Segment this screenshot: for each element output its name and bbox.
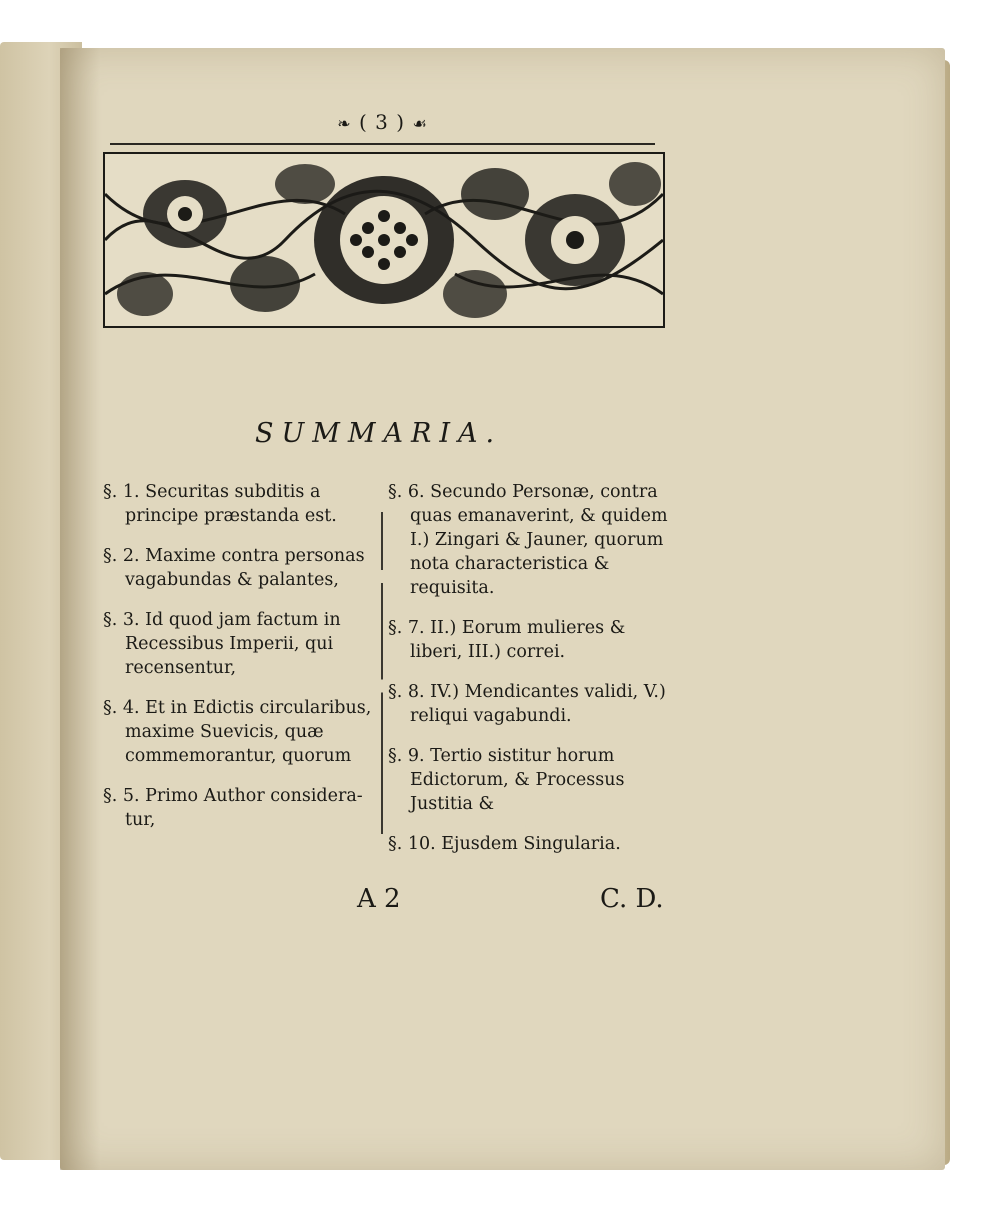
summary-entry: §. 10. Ejusdem Singularia.	[388, 834, 621, 854]
header-ornament-right-icon: ☙	[412, 114, 428, 133]
page-number-header	[110, 110, 655, 134]
summary-entry: §. 8. IV.) Mendicantes validi, V.) reliqui vagabundi.	[388, 682, 666, 726]
summary-column-left	[103, 480, 378, 848]
summary-entry: §. 1. Securitas subditis a principe præstanda est.	[103, 482, 337, 526]
summary-entry: §. 4. Et in Edictis circularibus, maxime Suevicis, quæ commemorantur, quorum	[103, 698, 372, 766]
summary-entry: §. 9. Tertio sistitur horum Edictorum, & Processus Justitia &	[388, 746, 625, 814]
signature-mark: A 2	[357, 884, 401, 914]
summary-entry: §. 5. Primo Author considera-tur,	[103, 786, 363, 830]
summary-entry: §. 2. Maxime contra personas vagabundas & palantes,	[103, 546, 365, 590]
summary-entry: §. 6. Secundo Personæ, contra quas emanaverint, & quidem I.) Zingari & Jauner, quorum nota characteristica & requisita.	[388, 482, 668, 598]
floral-headpiece-icon	[103, 152, 665, 328]
header-ornament-left-icon: ❧	[337, 114, 352, 133]
summary-entry: §. 7. II.) Eorum mulieres & liberi, III.) correi.	[388, 618, 626, 662]
page-number: ( 3 )	[359, 110, 406, 134]
summary-entry: §. 3. Id quod jam factum in Recessibus Imperii, qui recensentur,	[103, 610, 341, 678]
section-title: SUMMARIA.	[255, 418, 503, 449]
page-gutter-shadow	[60, 48, 100, 1170]
catchword: C. D.	[600, 884, 664, 914]
column-divider	[381, 512, 383, 834]
summary-column-right	[388, 480, 668, 872]
header-rule	[110, 143, 655, 145]
